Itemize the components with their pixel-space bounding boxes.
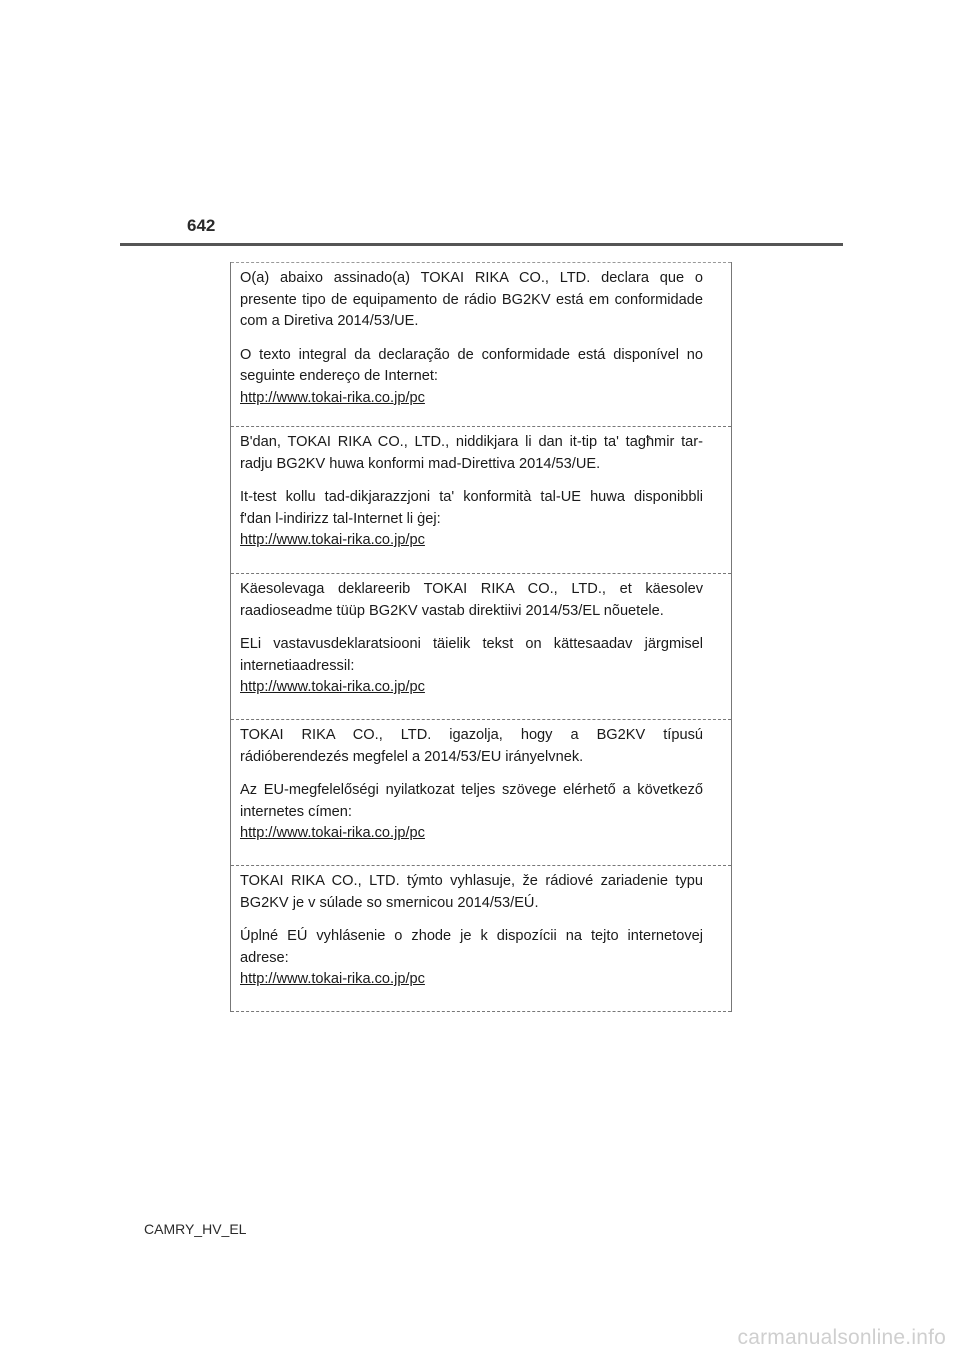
- declaration-statement: TOKAI RIKA CO., LTD. týmto vyhlasuje, že rádiové zariadenie typu BG2KV je v súlade so smernicou 2014/53/EÚ.: [240, 873, 703, 911]
- declarations-box: [230, 262, 732, 1012]
- declaration-slovak: [231, 866, 731, 1012]
- declaration-link[interactable]: http://www.tokai-rika.co.jp/pc: [240, 825, 425, 841]
- declaration-statement: Käesolevaga deklareerib TOKAI RIKA CO., LTD., et käesolev raadioseadme tüüp BG2KV vastab direktiivi 2014/53/EL nõuetele.: [240, 581, 703, 619]
- declaration-estonian: [231, 574, 731, 720]
- declaration-statement: B'dan, TOKAI RIKA CO., LTD., niddikjara li dan it-tip ta' tagħmir tar-radju BG2KV huwa konformi mad-Direttiva 2014/53/UE.: [240, 434, 703, 472]
- footer-model-code: CAMRY_HV_EL: [144, 1221, 247, 1237]
- declaration-link[interactable]: http://www.tokai-rika.co.jp/pc: [240, 389, 425, 406]
- declaration-availability: Úplné EÚ vyhlásenie o zhode je k dispozícii na tejto internetovej adrese:: [240, 928, 703, 966]
- declaration-link[interactable]: http://www.tokai-rika.co.jp/pc: [240, 679, 425, 695]
- declaration-availability: ELi vastavusdeklaratsiooni täielik tekst on kättesaadav järgmisel internetiaadressil:: [240, 636, 703, 674]
- declaration-availability: Az EU-megfelelőségi nyilatkozat teljes szövege elérhető a következő internetes címen:: [240, 782, 703, 820]
- declaration-availability: O texto integral da declaração de conformidade está disponível no seguinte endereço de Internet:: [240, 346, 703, 384]
- declaration-maltese: [231, 427, 731, 574]
- declaration-hungarian: [231, 720, 731, 866]
- declaration-statement: TOKAI RIKA CO., LTD. igazolja, hogy a BG2KV típusú rádióberendezés megfelel a 2014/53/EU irányelvnek.: [240, 727, 703, 765]
- declaration-statement: O(a) abaixo assinado(a) TOKAI RIKA CO., LTD. declara que o presente tipo de equipamento de rádio BG2KV está em conformidade com a Diretiva 2014/53/UE.: [240, 270, 703, 329]
- declaration-portuguese: [231, 262, 731, 427]
- declaration-link[interactable]: http://www.tokai-rika.co.jp/pc: [240, 971, 425, 987]
- header-rule: [120, 243, 843, 246]
- watermark: carmanualsonline.info: [737, 1326, 946, 1349]
- page-number: 642: [187, 216, 216, 235]
- declaration-link[interactable]: http://www.tokai-rika.co.jp/pc: [240, 532, 425, 548]
- declaration-availability: It-test kollu tad-dikjarazzjoni ta' konformità tal-UE huwa disponibbli f'dan l-indirizz tal-Internet li ġej:: [240, 489, 703, 527]
